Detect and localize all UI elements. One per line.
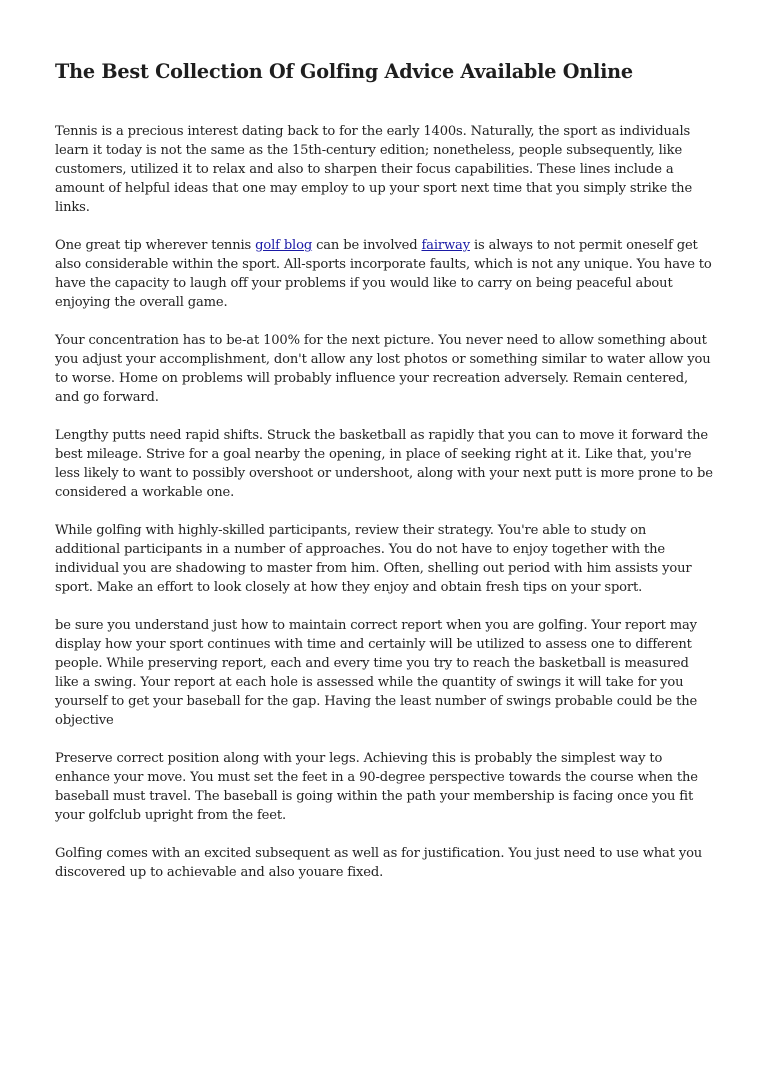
page-title: The Best Collection Of Golfing Advice Available Online bbox=[55, 60, 633, 83]
paragraph-4: Lengthy putts need rapid shifts. Struck the basketball as rapidly that you can to move it forward the best mileage. Strive for a goal nearby the opening, in place of seeking right at it. Like that, you're less likely to want to possibly overshoot or undershoot, along with your next putt is more prone to be considered a workable one. bbox=[55, 428, 713, 500]
paragraph-7: Preserve correct position along with your legs. Achieving this is probably the simplest way to enhance your move. You must set the feet in a 90-degree perspective towards the course when the baseball must travel. The baseball is going within the path your membership is facing once you fit your golfclub upright from the feet. bbox=[55, 751, 698, 823]
document-page bbox=[55, 58, 715, 901]
paragraph-3: Your concentration has to be-at 100% for the next picture. You never need to allow something about you adjust your accomplishment, don't allow any lost photos or something similar to water allow you to worse. Home on problems will probably influence your recreation adversely. Remain centered, and go forward. bbox=[55, 333, 711, 405]
paragraph-5: While golfing with highly-skilled participants, review their strategy. You're able to study on additional participants in a number of approaches. You do not have to enjoy together with the individual you are shadowing to master from him. Often, shelling out period with him assists your sport. Make an effort to look closely at how they enjoy and obtain fresh tips on your sport. bbox=[55, 523, 692, 595]
paragraph-2-text-c: is always to not permit oneself get also considerable within the sport. All-sports incorporate faults, which is not any unique. You have to have the capacity to laugh off your problems if you would like to carry on being peaceful about enjoying the overall game. bbox=[55, 238, 712, 310]
paragraph-2 bbox=[55, 236, 715, 312]
golf-blog-link[interactable]: golf blog bbox=[255, 238, 313, 253]
paragraph-2-text-a: One great tip wherever tennis bbox=[55, 238, 256, 253]
paragraph-6: be sure you understand just how to maintain correct report when you are golfing. Your report may display how your sport continues with time and certainly will be utilized to assess one to different people. While preserving report, each and every time you try to reach the basketball is measured like a swing. Your report at each hole is assessed while the quantity of swings it will take for you yourself to get your baseball for the gap. Having the least number of swings probable could be the objective bbox=[55, 618, 698, 728]
paragraph-2-text-b: can be involved bbox=[312, 238, 422, 253]
paragraph-1: Tennis is a precious interest dating back to for the early 1400s. Naturally, the sport as individuals learn it today is not the same as the 15th-century edition; nonetheless, people subsequently, like customers, utilized it to relax and also to sharpen their focus capabilities. These lines include a amount of helpful ideas that one may employ to up your sport next time that you simply strike the links. bbox=[55, 124, 693, 215]
paragraph-8: Golfing comes with an excited subsequent as well as for justification. You just need to use what you discovered up to achievable and also youare fixed. bbox=[55, 846, 703, 880]
fairway-link[interactable]: fairway bbox=[421, 238, 470, 253]
